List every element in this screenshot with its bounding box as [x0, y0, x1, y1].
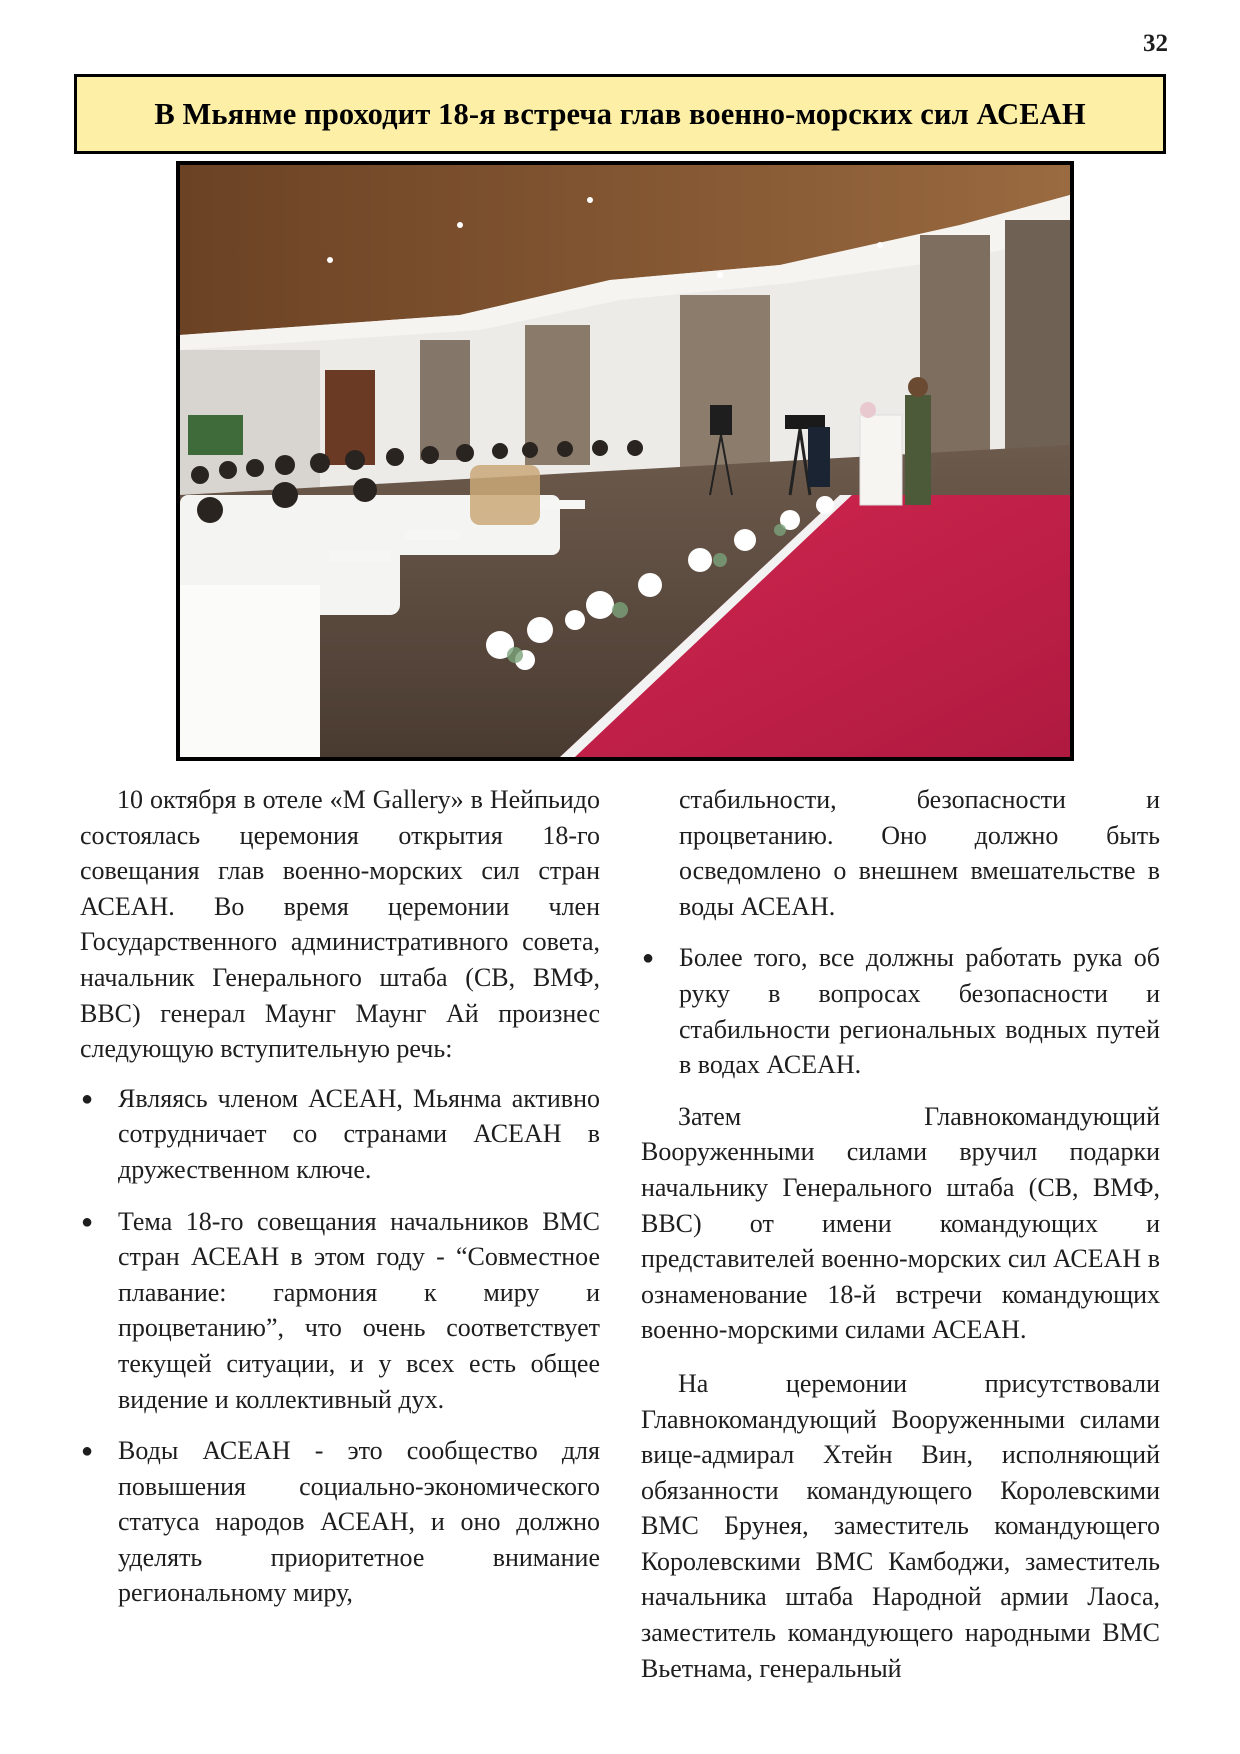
speech-point: [80, 1081, 600, 1188]
speech-point-text: Являясь членом АСЕАН, Мьянма активно сотрудничает со странами АСЕАН в дружественном ключе.: [118, 1083, 600, 1184]
conference-photo: [176, 161, 1074, 761]
speech-point-continuation: стабильности, безопасности и процветанию. Оно должно быть осведомлено о внешнем вмешательстве в воды АСЕАН.: [679, 785, 1160, 921]
headline-box: [74, 74, 1166, 154]
speech-point-text: Тема 18-го совещания начальников ВМС стран АСЕАН в этом году - “Совместное плавание: гармония к миру и процветанию”, что очень соответствует текущей ситуации, и у всех есть общее видение и коллективный дух.: [118, 1206, 600, 1414]
speech-points-list-continued: [641, 940, 1160, 1082]
headline: В Мьянме проходит 18-я встреча глав военно-морских сил АСЕАН: [154, 96, 1086, 131]
bullet-icon: ●: [81, 1210, 94, 1233]
speech-point: [641, 940, 1160, 1082]
bullet-icon: ●: [81, 1440, 94, 1463]
speech-point: [80, 1433, 600, 1611]
speech-point: [80, 1204, 600, 1418]
attendees-paragraph: На церемонии присутствовали Главнокомандующий Вооруженными силами вице-адмирал Хтейн Вин, исполняющий обязанности командующего Королевскими ВМС Брунея, заместитель командующего Королевскими ВМС Камбоджи, заместитель начальника штаба Народной армии Лаоса, заместитель командующего народными ВМС Вьетнама, генеральный: [641, 1368, 1160, 1683]
article-column-left: [80, 782, 600, 1611]
speech-points-list: [80, 1081, 600, 1611]
conference-photo-illustration: [180, 165, 1070, 757]
page-number: 32: [1143, 30, 1168, 57]
intro-paragraph: 10 октября в отеле «M Gallery» в Нейпьидо состоялась церемония открытия 18-го совещания глав военно-морских сил стран АСЕАН. Во время церемонии член Государственного административного совета, начальник Генерального штаба (СВ, ВМФ, ВВС) генерал Маунг Маунг Ай произнес следующую вступительную речь:: [80, 785, 600, 1064]
bullet-icon: ●: [81, 1087, 94, 1110]
article-column-right: [641, 782, 1160, 1686]
gifts-paragraph: Затем Главнокомандующий Вооруженными силами вручил подарки начальнику Генерального штаба (СВ, ВМФ, ВВС) от имени командующих и представителей военно-морских сил АСЕАН в ознаменование 18-й встречи командующих военно-морскими силами АСЕАН.: [641, 1101, 1160, 1345]
speech-point-text: Более того, все должны работать рука об руку в вопросах безопасности и стабильности региональных водных путей в водах АСЕАН.: [679, 943, 1160, 1080]
speech-point-text: Воды АСЕАН - это сообщество для повышения социально-экономического статуса народов АСЕАН, и оно должно уделять приоритетное внимание региональному миру,: [118, 1436, 600, 1608]
bullet-icon: ●: [642, 947, 655, 970]
